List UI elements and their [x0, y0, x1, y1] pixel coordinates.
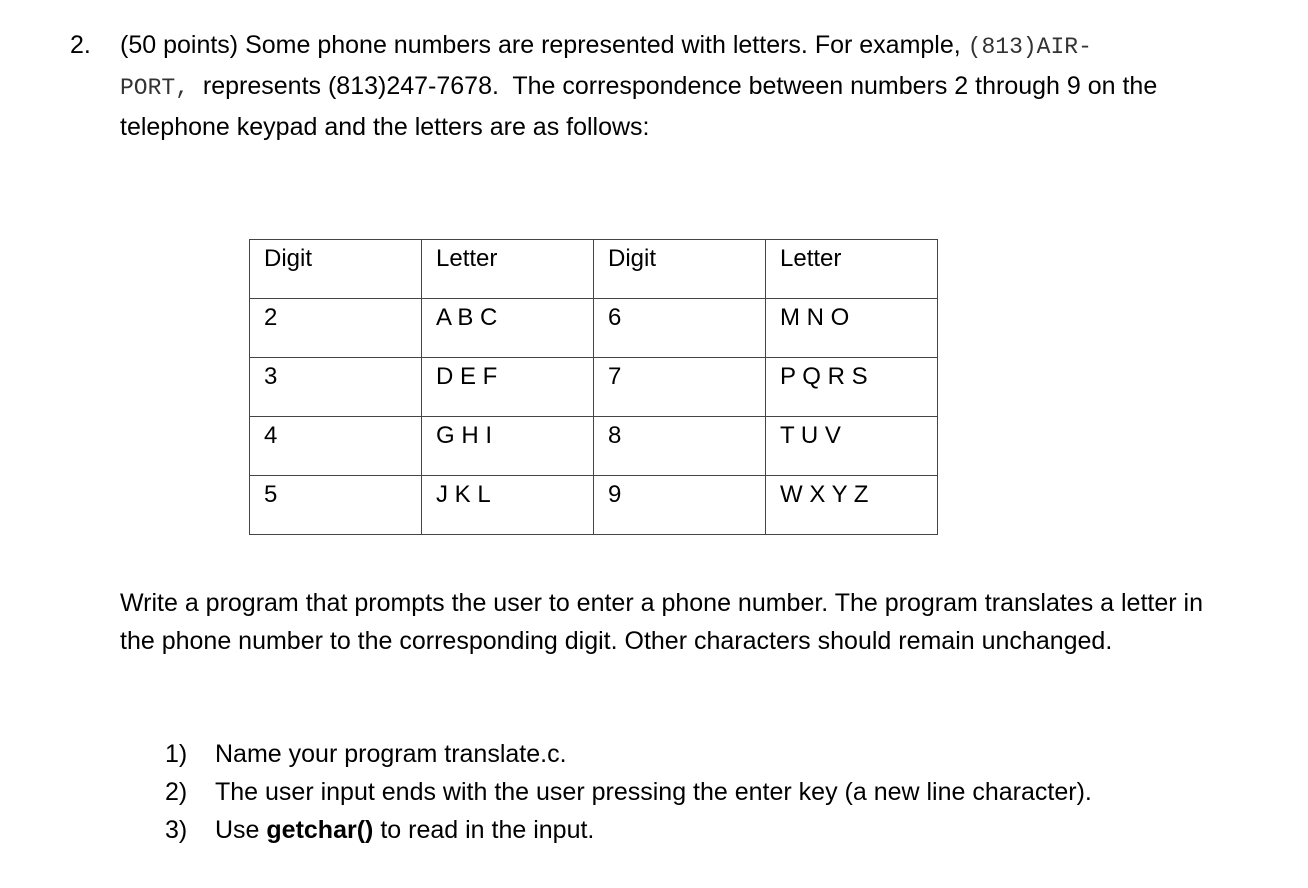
- intro-text-2: represents (813)247-7678. The correspondence between numbers 2 through 9 on the telephone keypad and the letters are as follows:: [120, 72, 1165, 141]
- table-cell: A B C: [422, 299, 594, 358]
- table-cell: J K L: [422, 476, 594, 535]
- table-cell: D E F: [422, 358, 594, 417]
- table-cell: W X Y Z: [766, 476, 938, 535]
- function-name: getchar(): [266, 816, 374, 844]
- table-cell: 8: [594, 417, 766, 476]
- requirement-number: 1): [165, 740, 188, 768]
- requirement-text: [215, 811, 594, 849]
- requirement-number: 2): [165, 778, 188, 806]
- program-description: Write a program that prompts the user to enter a phone number. The program translates a letter in the phone number to the corresponding digit. Other characters should remain unchanged.: [120, 589, 1203, 655]
- requirement-text-part: to read in the input.: [373, 816, 595, 844]
- example-mono: (813)AIR-: [967, 34, 1092, 60]
- table-cell: 2: [250, 299, 422, 358]
- table-cell: 4: [250, 417, 422, 476]
- keypad-table: [249, 239, 938, 535]
- table-cell: P Q R S: [766, 358, 938, 417]
- table-cell: 6: [594, 299, 766, 358]
- table-header-row: [250, 240, 938, 299]
- table-cell: 5: [250, 476, 422, 535]
- requirement-text-part: Use: [215, 816, 267, 844]
- header-cell: Digit: [594, 240, 766, 299]
- question-number: 2.: [70, 31, 91, 59]
- table-row: [250, 358, 938, 417]
- requirement-item: [165, 811, 1092, 849]
- table-row: [250, 299, 938, 358]
- requirement-text: [215, 735, 567, 773]
- requirement-item: [165, 773, 1092, 811]
- requirement-text-part: Name your program translate.c.: [215, 740, 567, 768]
- header-cell: Digit: [250, 240, 422, 299]
- header-cell: Letter: [766, 240, 938, 299]
- example-mono-2: PORT,: [120, 75, 190, 101]
- requirement-number: 3): [165, 816, 188, 844]
- intro-text-1: Some phone numbers are represented with letters. For example,: [238, 31, 968, 59]
- table-row: [250, 476, 938, 535]
- header-cell: Letter: [422, 240, 594, 299]
- requirements-list: [165, 735, 1092, 849]
- points-label: (50 points): [120, 31, 239, 59]
- table-cell: M N O: [766, 299, 938, 358]
- requirement-text-part: The user input ends with the user pressing the enter key (a new line character).: [215, 778, 1092, 806]
- table-cell: 9: [594, 476, 766, 535]
- requirement-item: [165, 735, 1092, 773]
- table-cell: T U V: [766, 417, 938, 476]
- table-cell: G H I: [422, 417, 594, 476]
- table-cell: 7: [594, 358, 766, 417]
- table-row: [250, 417, 938, 476]
- requirement-text: [215, 773, 1092, 811]
- table-cell: 3: [250, 358, 422, 417]
- question-intro: [120, 26, 1270, 147]
